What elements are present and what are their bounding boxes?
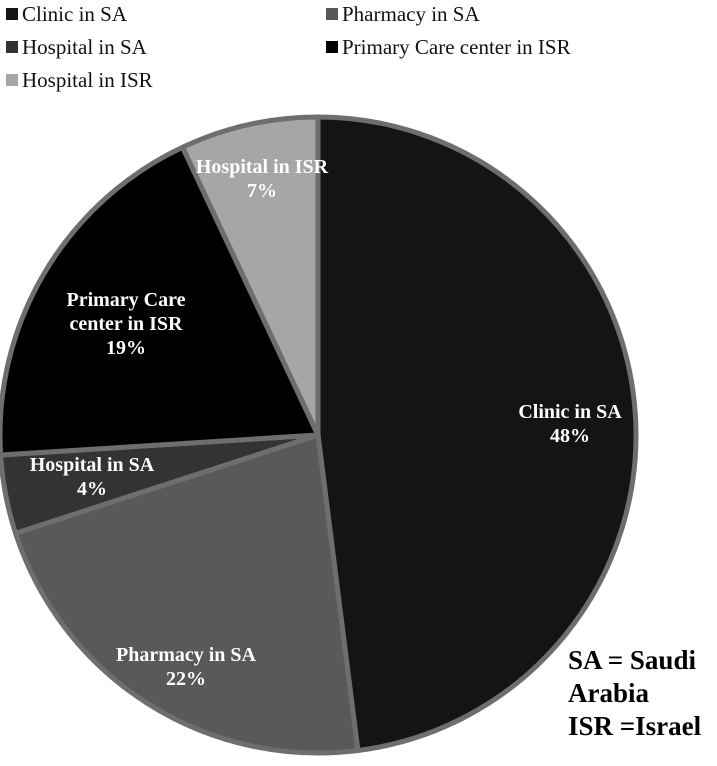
legend-swatch-pharmacy-in-sa — [326, 8, 338, 20]
legend-label-hospital-in-sa: Hospital in SA — [22, 35, 147, 59]
data-label-primary-care-center-in-isr: Primary Care center in ISR 19% — [66, 289, 186, 359]
legend-entry-hospital-in-sa — [6, 35, 148, 59]
legend-entry-primary-care-center-in-isr — [326, 35, 571, 59]
note-line-3: ISR =Israel — [568, 711, 702, 741]
note-line-1: SA = Saudi — [568, 645, 696, 675]
legend-swatch-hospital-in-sa — [6, 41, 18, 53]
legend — [6, 2, 571, 92]
legend-label-clinic-in-sa: Clinic in SA — [22, 2, 128, 26]
legend-swatch-clinic-in-sa — [6, 8, 18, 20]
data-label-hospital-in-isr: Hospital in ISR 7% — [195, 156, 329, 202]
pie-slices — [0, 117, 636, 753]
data-label-hospital-in-sa: Hospital in SA 4% — [29, 454, 155, 500]
note-line-2: Arabia — [568, 678, 649, 708]
abbreviation-note — [568, 645, 702, 741]
legend-entry-clinic-in-sa — [6, 2, 128, 26]
legend-swatch-hospital-in-isr — [6, 74, 18, 86]
data-label-clinic-in-sa: Clinic in SA 48% — [518, 401, 622, 447]
legend-label-hospital-in-isr: Hospital in ISR — [22, 68, 153, 92]
legend-label-pharmacy-in-sa: Pharmacy in SA — [342, 2, 480, 26]
legend-label-primary-care-center-in-isr: Primary Care center in ISR — [342, 35, 571, 59]
legend-entry-hospital-in-isr — [6, 68, 153, 92]
legend-entry-pharmacy-in-sa — [326, 2, 480, 26]
legend-swatch-primary-care-center-in-isr — [326, 41, 338, 53]
data-label-pharmacy-in-sa: Pharmacy in SA 22% — [116, 644, 256, 690]
